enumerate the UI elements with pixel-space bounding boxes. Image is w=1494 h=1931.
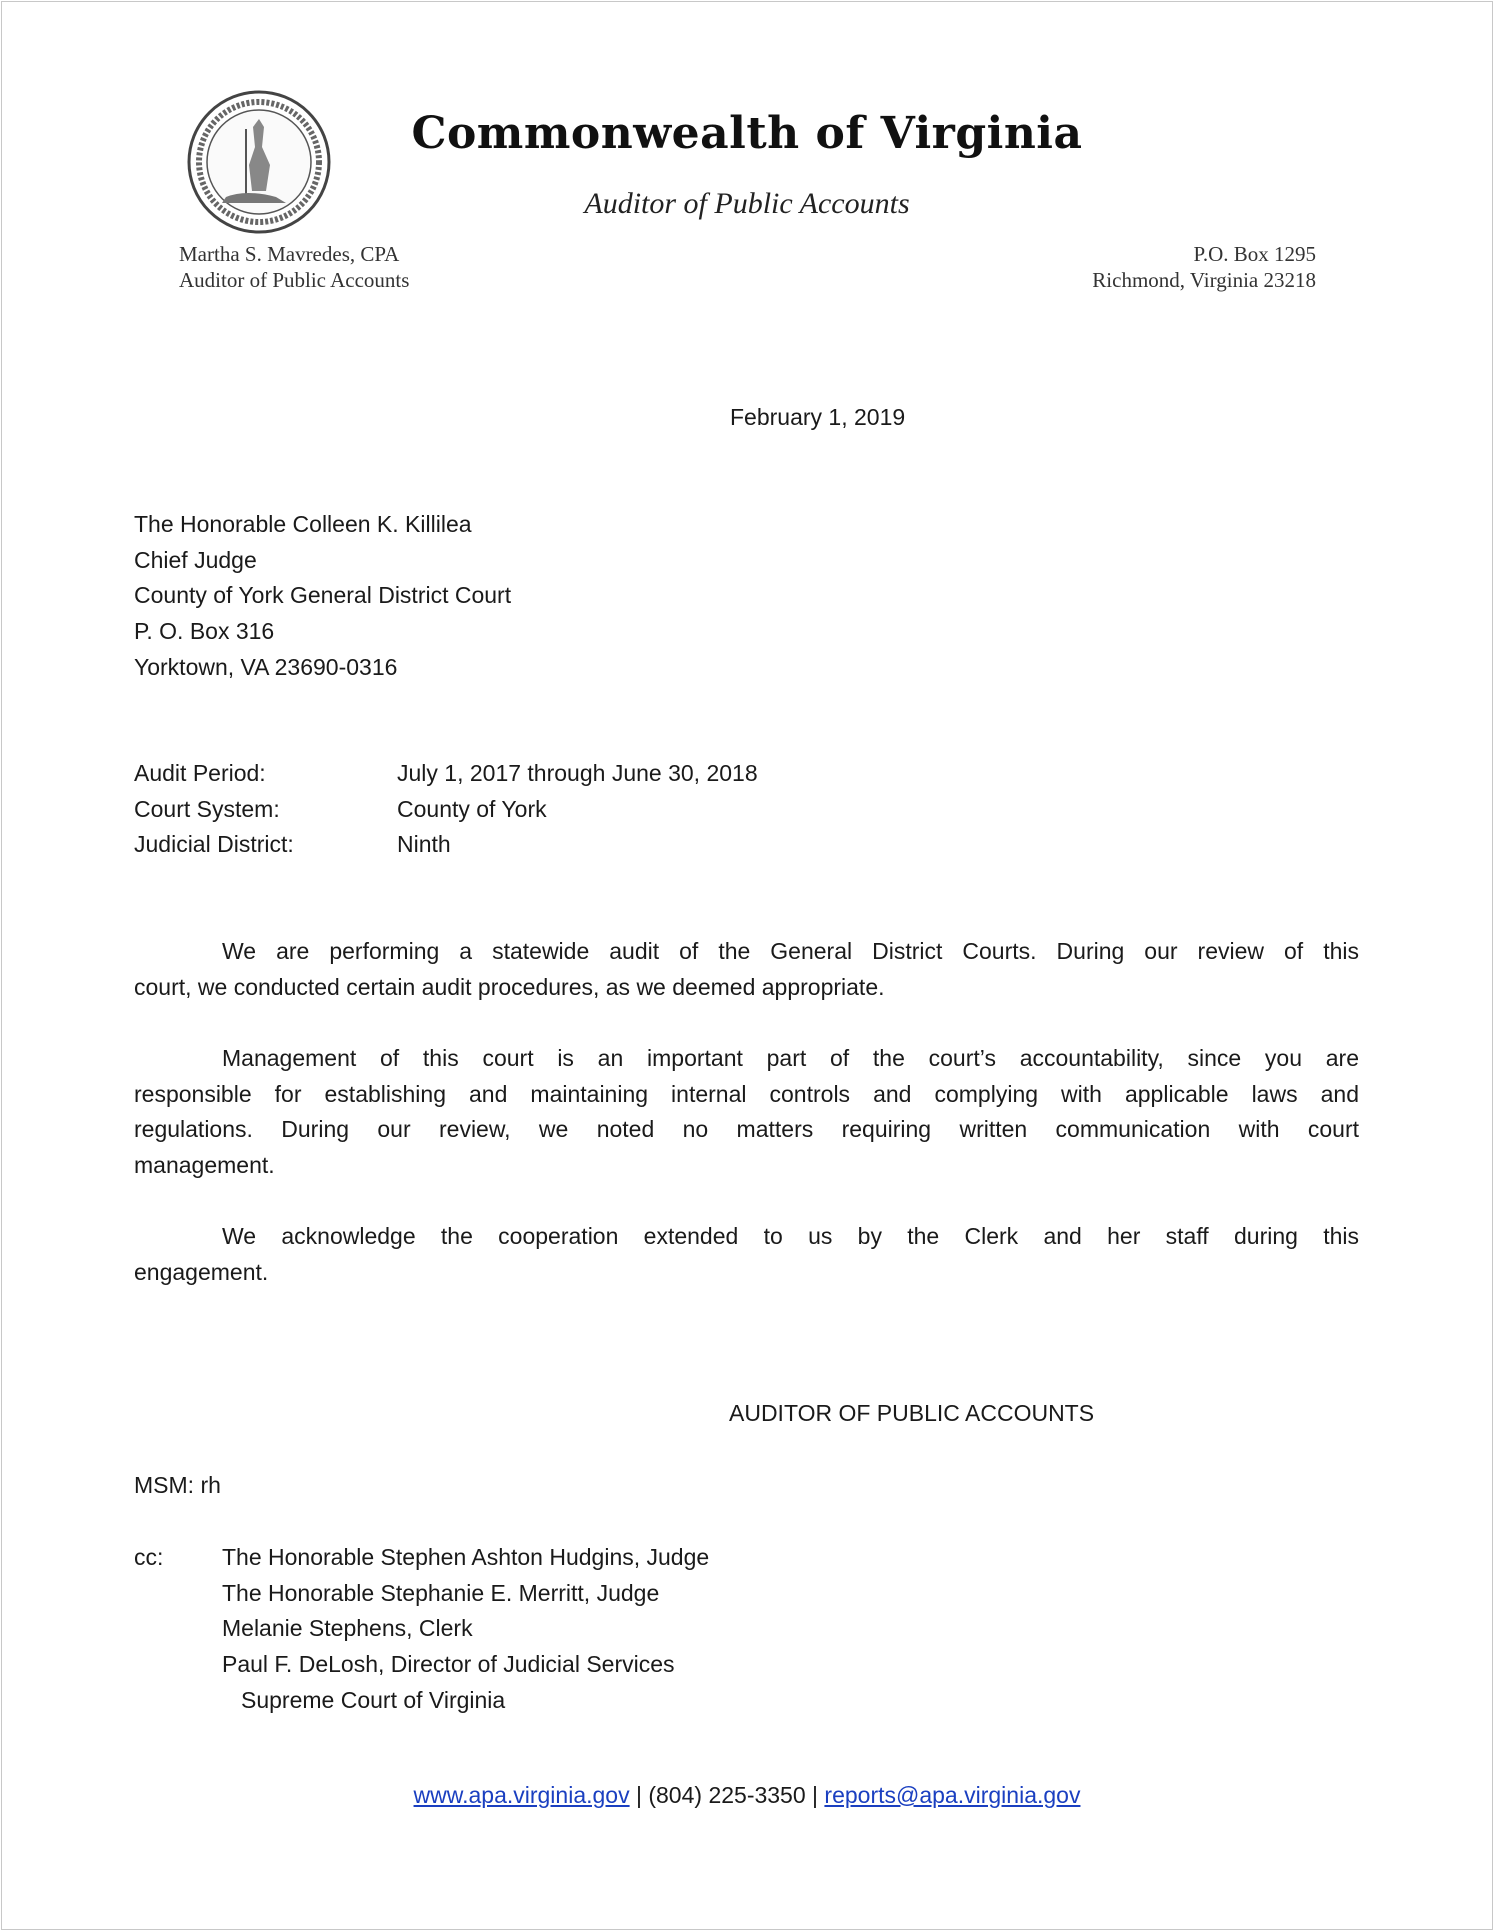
separator: | xyxy=(805,1782,825,1808)
separator: | xyxy=(629,1782,649,1808)
cc-name: The Honorable Stephen Ashton Hudgins, Judge xyxy=(222,1544,710,1570)
letterhead-title: Commonwealth of Virginia xyxy=(411,108,1083,159)
paragraph-line: Management of this court is an important part of the court’s accountability, since you are xyxy=(222,1045,1359,1071)
value: Ninth xyxy=(397,831,451,858)
value: County of York xyxy=(397,795,547,822)
recipient-address xyxy=(134,507,511,686)
recipient-line: Chief Judge xyxy=(134,546,257,573)
footer xyxy=(0,1778,1494,1814)
paragraph-line: We are performing a statewide audit of the General District Courts. During our review of this xyxy=(222,938,1359,964)
paragraph-line: We acknowledge the cooperation extended to us by the Clerk and her staff during this xyxy=(222,1223,1359,1249)
cc-label: cc: xyxy=(134,1544,164,1570)
letterhead-right xyxy=(1092,241,1316,293)
initials: MSM: rh xyxy=(134,1472,221,1498)
court-system-row xyxy=(134,792,758,828)
cc-name: Paul F. DeLosh, Director of Judicial Services xyxy=(222,1651,675,1678)
email-link[interactable]: reports@apa.virginia.gov xyxy=(824,1782,1081,1808)
value: July 1, 2017 through June 30, 2018 xyxy=(397,760,758,786)
recipient-line: The Honorable Colleen K. Killilea xyxy=(134,511,472,537)
paragraph-line: regulations. During our review, we noted no matters requiring written communication with court xyxy=(134,1116,1359,1143)
letter-date: February 1, 2019 xyxy=(730,404,906,430)
signature-block: AUDITOR OF PUBLIC ACCOUNTS xyxy=(729,1400,1095,1426)
recipient-line: Yorktown, VA 23690-0316 xyxy=(134,653,398,680)
paragraph-2 xyxy=(134,1041,1359,1184)
paragraph-line: court, we conducted certain audit procedures, as we deemed appropriate. xyxy=(134,973,885,1000)
website-link[interactable]: www.apa.virginia.gov xyxy=(413,1782,630,1808)
paragraph-line: responsible for establishing and maintaining internal controls and complying with applicable laws and xyxy=(134,1080,1359,1107)
label: Judicial District: xyxy=(134,831,294,858)
cc-list xyxy=(222,1540,709,1719)
paragraph-line: management. xyxy=(134,1152,275,1179)
paragraph-3 xyxy=(134,1219,1359,1290)
recipient-line: County of York General District Court xyxy=(134,582,512,609)
auditor-name: Martha S. Mavredes, CPA xyxy=(179,242,400,266)
letterhead-left xyxy=(179,241,409,293)
audit-period-row xyxy=(134,756,758,792)
paragraph-line: engagement. xyxy=(134,1258,269,1285)
auditor-title: Auditor of Public Accounts xyxy=(179,268,410,292)
po-box: P.O. Box 1295 xyxy=(1193,242,1316,266)
cc-name: The Honorable Stephanie E. Merritt, Judge xyxy=(222,1579,660,1606)
cc-sub: Supreme Court of Virginia xyxy=(241,1686,506,1713)
letterhead-subtitle: Auditor of Public Accounts xyxy=(584,187,910,220)
label: Audit Period: xyxy=(134,760,266,786)
paragraph-1 xyxy=(134,934,1359,1005)
cc-name: Melanie Stephens, Clerk xyxy=(222,1615,473,1642)
label: Court System: xyxy=(134,795,280,822)
city-state: Richmond, Virginia 23218 xyxy=(1092,268,1316,292)
phone: (804) 225-3350 xyxy=(648,1782,806,1808)
audit-info xyxy=(134,756,758,863)
recipient-line: P. O. Box 316 xyxy=(134,618,275,645)
judicial-district-row xyxy=(134,827,758,863)
